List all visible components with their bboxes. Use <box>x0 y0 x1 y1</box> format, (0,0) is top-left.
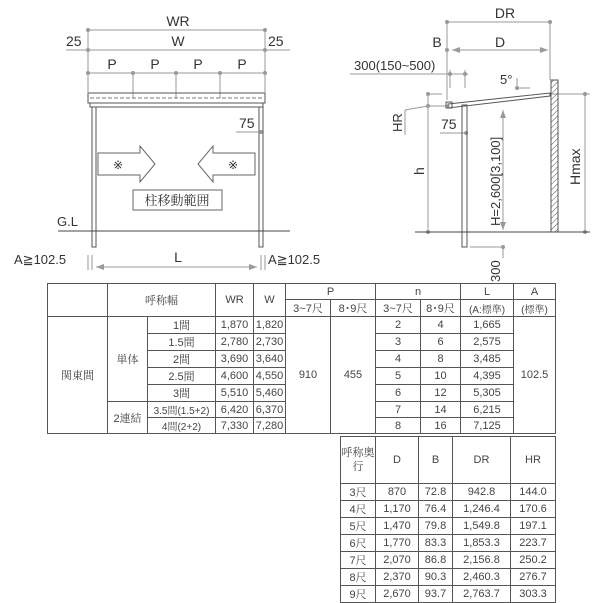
hr-label: HR <box>390 113 405 132</box>
n-short-cell: 3 <box>376 334 421 351</box>
name-cell: 7尺 <box>341 552 376 569</box>
header-n-long: 8･9尺 <box>421 300 461 317</box>
height-label: H=2,600[3,100] <box>488 136 503 226</box>
n-long-cell: 6 <box>421 334 461 351</box>
header-n-short: 3~7尺 <box>376 300 421 317</box>
n-short-cell: 7 <box>376 402 421 418</box>
wr-cell: 5,510 <box>216 385 254 402</box>
beam-offset-label: 75 <box>239 115 255 131</box>
p-short-cell: 910 <box>286 317 331 434</box>
name-cell: 6尺 <box>341 535 376 552</box>
w-cell: 6,370 <box>254 402 286 418</box>
name-cell: 1間 <box>148 317 216 334</box>
table-row <box>341 484 556 501</box>
d-cell: 1,770 <box>376 535 419 552</box>
b-cell: 90.3 <box>419 569 453 586</box>
pitch-label: P <box>150 56 160 72</box>
header-name: 呼称幅 <box>108 284 216 317</box>
header-a-sub: (標準) <box>514 300 556 317</box>
w-cell: 5,460 <box>254 385 286 402</box>
d-cell: 2,070 <box>376 552 419 569</box>
d-cell: 2,370 <box>376 569 419 586</box>
header-n: n <box>376 284 461 300</box>
hr-cell: 250.2 <box>511 552 556 569</box>
name-cell: 3.5間(1.5+2) <box>148 402 216 418</box>
wr-label: WR <box>166 13 190 29</box>
name-cell: 4尺 <box>341 501 376 518</box>
angle-label: 5° <box>500 72 513 87</box>
wr-cell: 7,330 <box>216 418 254 434</box>
w-cell: 2,730 <box>254 334 286 351</box>
move-mark: ※ <box>227 158 239 172</box>
h-label: h <box>411 167 427 175</box>
l-cell: 7,125 <box>461 418 514 434</box>
header-a: A <box>514 284 556 300</box>
hmax-label: Hmax <box>567 148 583 185</box>
arrow-left-icon <box>198 146 255 182</box>
w-cell: 4,550 <box>254 368 286 385</box>
d-label: D <box>494 34 506 50</box>
dr-cell: 1,853.3 <box>453 535 511 552</box>
front-elevation <box>58 28 290 270</box>
b-cell: 86.8 <box>419 552 453 569</box>
margin-right-label: 25 <box>268 33 284 49</box>
dr-cell: 2,156.8 <box>453 552 511 569</box>
margin-left-label: 25 <box>66 33 82 49</box>
p-long-cell: 455 <box>331 317 376 434</box>
dr-cell: 2,763.7 <box>453 586 511 603</box>
group-cell: 単体 <box>108 317 148 402</box>
n-long-cell: 14 <box>421 402 461 418</box>
b-cell: 93.7 <box>419 586 453 603</box>
name-cell: 8尺 <box>341 569 376 586</box>
wr-cell: 6,420 <box>216 402 254 418</box>
name-cell: 2.5間 <box>148 368 216 385</box>
d-cell: 1,470 <box>376 518 419 535</box>
wr-cell: 2,780 <box>216 334 254 351</box>
name-cell: 1.5間 <box>148 334 216 351</box>
n-long-cell: 4 <box>421 317 461 334</box>
move-range-label: 柱移動範囲 <box>144 193 210 208</box>
hr-cell: 276.7 <box>511 569 556 586</box>
w-label: W <box>171 33 185 49</box>
hr-cell: 144.0 <box>511 484 556 501</box>
region-cell: 関東間 <box>48 317 108 434</box>
header-b: B <box>419 437 453 484</box>
name-cell: 4間(2+2) <box>148 418 216 434</box>
a-left-label: A≧102.5 <box>14 252 67 267</box>
overhang-label: 300(150~500) <box>354 58 436 73</box>
dr-label: DR <box>494 5 516 21</box>
n-short-cell: 6 <box>376 385 421 402</box>
n-short-cell: 2 <box>376 317 421 334</box>
w-cell: 3,640 <box>254 351 286 368</box>
w-cell: 1,820 <box>254 317 286 334</box>
name-cell: 5尺 <box>341 518 376 535</box>
header-dr: DR <box>453 437 511 484</box>
header-l-sub: (A:標準) <box>461 300 514 317</box>
name-cell: 3尺 <box>341 484 376 501</box>
n-long-cell: 8 <box>421 351 461 368</box>
diagrams <box>0 0 600 285</box>
name-cell: 2間 <box>148 351 216 368</box>
n-long-cell: 16 <box>421 418 461 434</box>
group-cell: 2連結 <box>108 402 148 434</box>
header-name: 呼称奥行 <box>341 437 376 484</box>
pitch-label: P <box>193 56 203 72</box>
n-long-cell: 12 <box>421 385 461 402</box>
table-row <box>341 552 556 569</box>
wr-cell: 4,600 <box>216 368 254 385</box>
table-row <box>341 518 556 535</box>
d-cell: 1,170 <box>376 501 419 518</box>
table-row <box>341 501 556 518</box>
name-cell: 9尺 <box>341 586 376 603</box>
b-cell: 79.8 <box>419 518 453 535</box>
width-spec-table <box>47 283 556 434</box>
b-cell: 76.4 <box>419 501 453 518</box>
table-row <box>341 535 556 552</box>
d-cell: 2,670 <box>376 586 419 603</box>
header-l: L <box>461 284 514 300</box>
d-cell: 870 <box>376 484 419 501</box>
b-label: B <box>432 34 442 50</box>
l-cell: 1,665 <box>461 317 514 334</box>
dr-cell: 1,549.8 <box>453 518 511 535</box>
hr-cell: 303.3 <box>511 586 556 603</box>
n-long-cell: 10 <box>421 368 461 385</box>
l-label: L <box>174 249 182 265</box>
hr-cell: 197.1 <box>511 518 556 535</box>
wr-cell: 3,690 <box>216 351 254 368</box>
l-cell: 6,215 <box>461 402 514 418</box>
ground-label: G.L <box>57 214 78 229</box>
n-short-cell: 4 <box>376 351 421 368</box>
move-mark: ※ <box>112 158 124 172</box>
header-w: W <box>254 284 286 317</box>
header-hr: HR <box>511 437 556 484</box>
b-cell: 83.3 <box>419 535 453 552</box>
l-cell: 4,395 <box>461 368 514 385</box>
header-d: D <box>376 437 419 484</box>
a-right-label: A≧102.5 <box>268 252 321 267</box>
header-p-long: 8･9尺 <box>331 300 376 317</box>
hr-cell: 223.7 <box>511 535 556 552</box>
header-wr: WR <box>216 284 254 317</box>
n-short-cell: 5 <box>376 368 421 385</box>
hr-cell: 170.6 <box>511 501 556 518</box>
dr-cell: 1,246.4 <box>453 501 511 518</box>
a-cell: 102.5 <box>514 317 556 434</box>
embed-label: 300 <box>488 260 503 282</box>
arrow-right-icon <box>98 146 155 182</box>
pitch-label: P <box>107 56 117 72</box>
depth-spec-table <box>340 436 556 603</box>
dr-cell: 2,460.3 <box>453 569 511 586</box>
table-row <box>341 569 556 586</box>
l-cell: 2,575 <box>461 334 514 351</box>
pitch-label: P <box>237 56 247 72</box>
wr-cell: 1,870 <box>216 317 254 334</box>
side-beam-offset-label: 75 <box>441 116 457 132</box>
w-cell: 7,280 <box>254 418 286 434</box>
side-elevation <box>350 20 590 258</box>
n-short-cell: 8 <box>376 418 421 434</box>
l-cell: 5,305 <box>461 385 514 402</box>
name-cell: 3間 <box>148 385 216 402</box>
header-p: P <box>286 284 376 300</box>
header-p-short: 3~7尺 <box>286 300 331 317</box>
dr-cell: 942.8 <box>453 484 511 501</box>
b-cell: 72.8 <box>419 484 453 501</box>
l-cell: 3,485 <box>461 351 514 368</box>
table-row <box>48 317 556 334</box>
